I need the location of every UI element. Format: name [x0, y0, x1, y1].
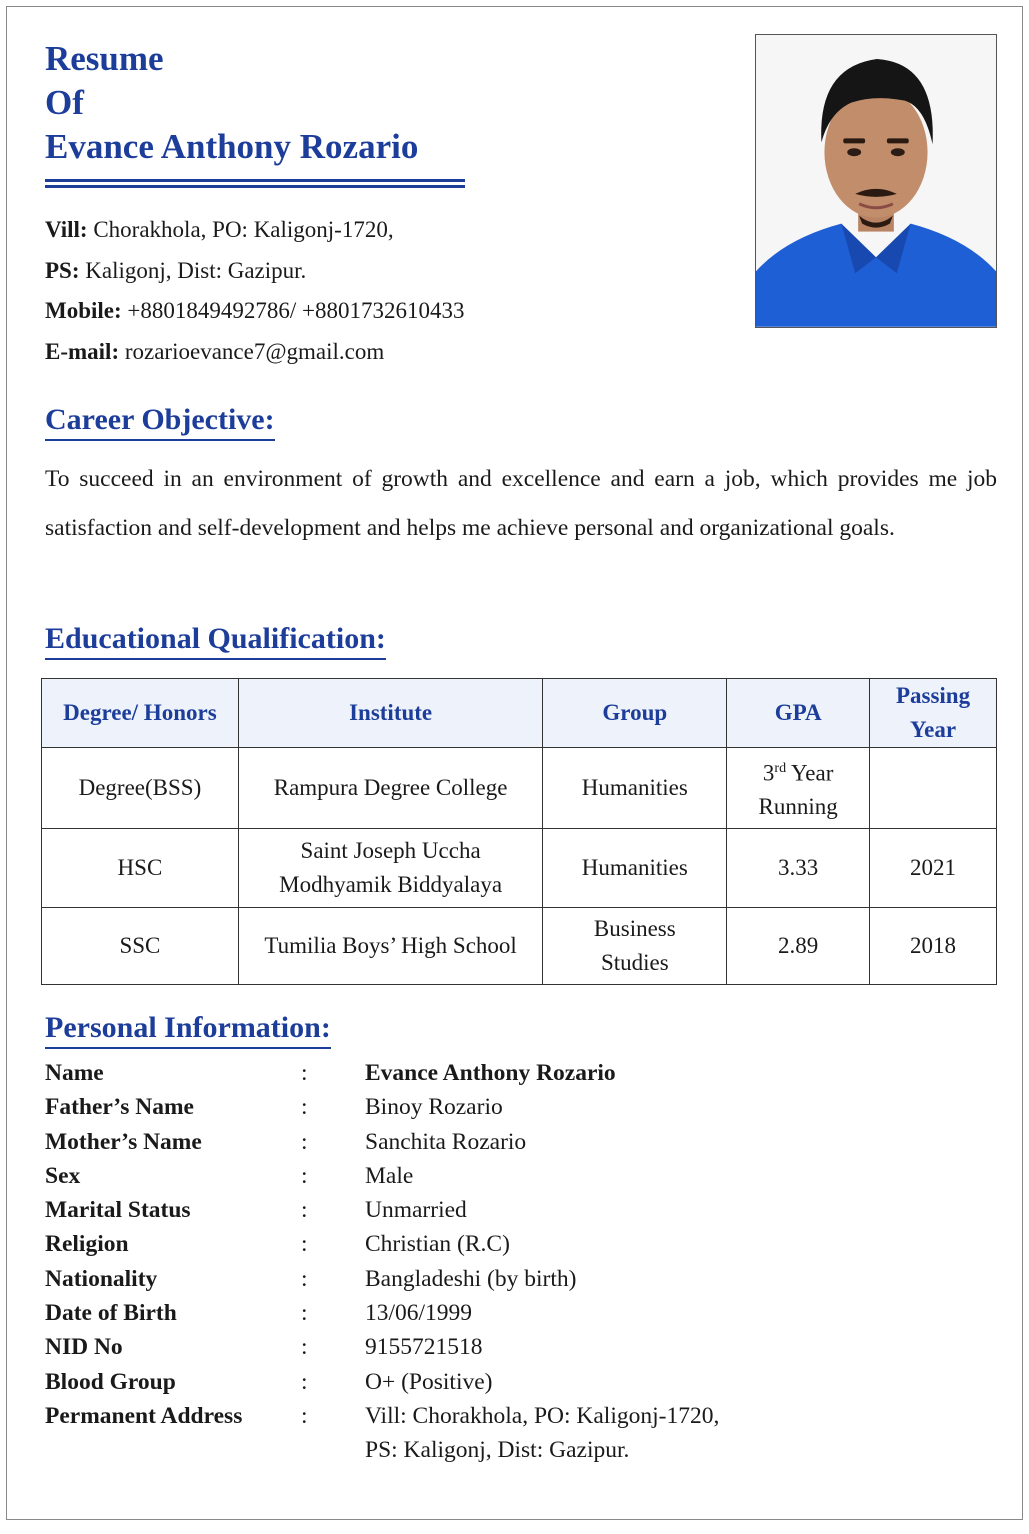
field-value: Unmarried [365, 1197, 467, 1224]
column-header-degree: Degree/ Honors [42, 679, 239, 748]
group-cell: Humanities [543, 829, 727, 908]
institute-line-2: Modhyamik Biddyalaya [279, 872, 503, 897]
resume-page [6, 6, 1023, 1520]
profile-photo-illustration [756, 35, 996, 327]
contact-ps [45, 251, 465, 292]
field-value: Sanchita Rozario [365, 1128, 527, 1155]
field-colon: : [301, 1334, 308, 1361]
column-header-institute: Institute [238, 679, 543, 748]
group-line-1: Business [593, 916, 676, 941]
field-value: Binoy Rozario [365, 1094, 503, 1121]
field-label: Date of Birth [45, 1300, 177, 1327]
gpa-running: Running [758, 794, 838, 820]
email-label: E-mail: [45, 338, 120, 364]
field-value: 13/06/1999 [365, 1300, 473, 1327]
institute-cell: Rampura Degree College [238, 748, 543, 829]
field-colon: : [301, 1368, 308, 1395]
gpa-cell: 2.89 [727, 908, 870, 985]
table-row [42, 829, 997, 908]
gpa-year-number: 3 [762, 760, 775, 786]
passing-year-cell: 2018 [870, 908, 997, 985]
field-value: Bangladeshi (by birth) [365, 1265, 577, 1292]
field-colon: : [301, 1094, 308, 1121]
field-value-continued: PS: Kaligonj, Dist: Gazipur. [365, 1437, 630, 1464]
field-colon: : [301, 1162, 308, 1189]
education-table [41, 678, 997, 985]
field-colon: : [301, 1197, 308, 1224]
field-label: Father’s Name [45, 1094, 194, 1121]
field-colon: : [301, 1402, 308, 1429]
mobile-value: +8801849492786/ +8801732610433 [127, 298, 465, 323]
table-row [42, 908, 997, 985]
degree-cell: SSC [42, 908, 239, 985]
field-label: Permanent Address [45, 1402, 243, 1429]
group-cell [543, 908, 727, 985]
field-value: Male [365, 1162, 414, 1189]
field-value: 9155721518 [365, 1334, 483, 1361]
field-colon: : [301, 1128, 308, 1155]
ps-label: PS: [45, 257, 80, 283]
gpa-year-word: Year [786, 760, 834, 786]
field-label: Marital Status [45, 1197, 191, 1224]
field-colon: : [301, 1265, 308, 1292]
passing-year-cell: 2021 [870, 829, 997, 908]
column-header-passing-year: Passing Year [870, 679, 997, 748]
table-row [42, 748, 997, 829]
educational-qualification-heading: Educational Qualification: [45, 621, 386, 660]
gpa-ordinal-suffix: rd [774, 760, 787, 776]
group-cell: Humanities [543, 748, 727, 829]
personal-information-heading: Personal Information: [45, 1010, 331, 1049]
profile-photo [755, 34, 997, 328]
field-label: Name [45, 1060, 104, 1086]
degree-cell: Degree(BSS) [42, 748, 239, 829]
gpa-cell [727, 748, 870, 829]
group-line-2: Studies [600, 950, 669, 975]
institute-cell: Tumilia Boys’ High School [238, 908, 543, 985]
passing-year-cell [870, 748, 997, 829]
email-value: rozarioevance7@gmail.com [124, 338, 385, 364]
column-header-gpa: GPA [727, 679, 870, 748]
contact-block [45, 210, 465, 372]
career-objective-text: To succeed in an environment of growth and excellence and earn a job, which provides me job satisfaction and self-development and helps me achieve personal and organizational goals. [45, 466, 997, 541]
field-label: Religion [45, 1231, 129, 1258]
field-value: Christian (R.C) [365, 1231, 510, 1258]
field-value: O+ (Positive) [365, 1368, 493, 1395]
title-double-rule [45, 179, 465, 188]
field-colon: : [301, 1231, 308, 1258]
title-line-3: Evance Anthony Rozario [45, 127, 419, 166]
contact-vill [45, 210, 465, 251]
vill-label: Vill: [45, 217, 88, 242]
contact-mobile [45, 291, 465, 332]
education-header-row [42, 679, 997, 748]
resume-title [45, 37, 418, 169]
gpa-cell: 3.33 [727, 829, 870, 908]
field-colon: : [301, 1060, 308, 1086]
field-label: Blood Group [45, 1368, 176, 1395]
title-line-1: Resume [45, 39, 164, 78]
field-label: Mother’s Name [45, 1128, 202, 1155]
mobile-label: Mobile: [45, 298, 122, 323]
degree-cell: HSC [42, 829, 239, 908]
contact-email [45, 332, 465, 373]
field-value: Evance Anthony Rozario [365, 1060, 616, 1086]
institute-cell [238, 829, 543, 908]
title-line-2: Of [45, 83, 84, 122]
field-label: Nationality [45, 1265, 158, 1292]
vill-value: Chorakhola, PO: Kaligonj-1720, [93, 217, 394, 242]
field-label: Sex [45, 1162, 81, 1189]
institute-line-1: Saint Joseph Uccha [300, 838, 481, 863]
column-header-group: Group [543, 679, 727, 748]
field-colon: : [301, 1300, 308, 1327]
career-objective-heading: Career Objective: [45, 402, 275, 441]
ps-value: Kaligonj, Dist: Gazipur. [85, 257, 307, 283]
field-label: NID No [45, 1334, 123, 1361]
field-value: Vill: Chorakhola, PO: Kaligonj-1720, [365, 1402, 720, 1429]
